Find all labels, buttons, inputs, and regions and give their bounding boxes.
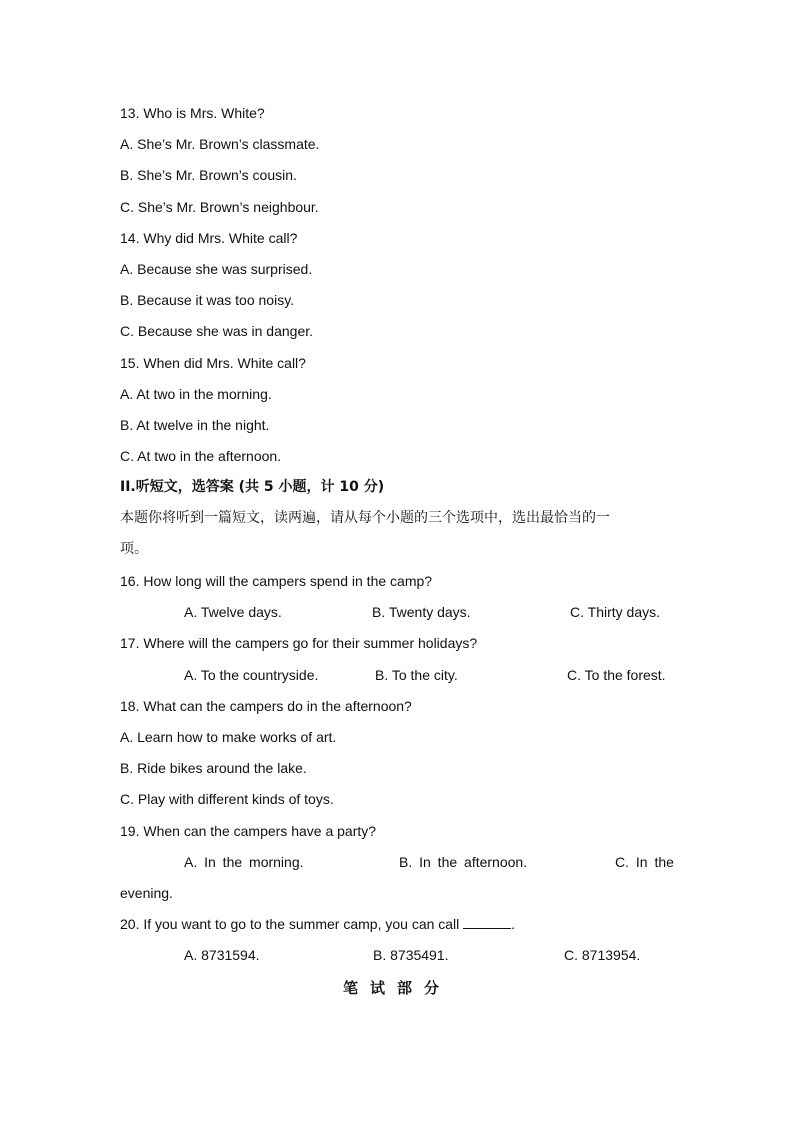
q14-option-c: C. Because she was in danger. <box>120 323 314 339</box>
q16-option-b: B. Twenty days. <box>372 604 471 620</box>
q19-option-b: B. In the afternoon. <box>399 854 528 870</box>
q20-question-text: 20. If you want to go to the summer camp, you can call <box>120 916 460 932</box>
q16-option-a: A. Twelve days. <box>184 604 282 620</box>
q13-option-c: C. She’s Mr. Brown’s neighbour. <box>120 199 319 215</box>
q15-question: 15. When did Mrs. White call? <box>120 355 306 371</box>
q13-question: 13. Who is Mrs. White? <box>120 105 265 121</box>
q14-option-a: A. Because she was surprised. <box>120 261 313 277</box>
q13-option-b: B. She’s Mr. Brown’s cousin. <box>120 167 297 183</box>
section2-instruction-1: 本题你将听到一篇短文，读两遍，请从每个小题的三个选项中，选出最恰当的一 <box>120 510 610 526</box>
q17-option-b: B. To the city. <box>375 667 458 683</box>
q19-option-c-wrap: evening. <box>120 885 173 901</box>
q19-option-c: C. In the <box>615 854 674 870</box>
q20-question <box>120 915 515 933</box>
q14-question: 14. Why did Mrs. White call? <box>120 230 298 246</box>
q20-option-a: A. 8731594. <box>184 947 260 963</box>
section2-heading: II.听短文，选答案 (共 5 小题，计 10 分) <box>120 479 385 495</box>
q20-option-c: C. 8713954. <box>564 947 641 963</box>
answer-blank <box>463 916 511 929</box>
q17-option-c: C. To the forest. <box>567 667 666 683</box>
q17-question: 17. Where will the campers go for their summer holidays? <box>120 635 478 651</box>
q16-option-c: C. Thirty days. <box>570 604 660 620</box>
q14-option-b: B. Because it was too noisy. <box>120 292 295 308</box>
q18-option-c: C. Play with different kinds of toys. <box>120 791 334 807</box>
written-section-title: 笔试部分 <box>342 979 451 997</box>
q15-option-b: B. At twelve in the night. <box>120 417 270 433</box>
q19-question: 19. When can the campers have a party? <box>120 823 377 839</box>
q18-option-b: B. Ride bikes around the lake. <box>120 760 307 776</box>
q13-option-a: A. She’s Mr. Brown’s classmate. <box>120 136 320 152</box>
q18-option-a: A. Learn how to make works of art. <box>120 729 337 745</box>
q20-option-b: B. 8735491. <box>373 947 449 963</box>
q15-option-c: C. At two in the afternoon. <box>120 448 282 464</box>
q17-option-a: A. To the countryside. <box>184 667 319 683</box>
q20-question-end: . <box>511 916 516 932</box>
q19-option-a: A. In the morning. <box>184 854 304 870</box>
section2-instruction-2: 项。 <box>120 541 148 557</box>
q18-question: 18. What can the campers do in the afternoon? <box>120 698 412 714</box>
q16-question: 16. How long will the campers spend in the camp? <box>120 573 433 589</box>
q15-option-a: A. At two in the morning. <box>120 386 272 402</box>
